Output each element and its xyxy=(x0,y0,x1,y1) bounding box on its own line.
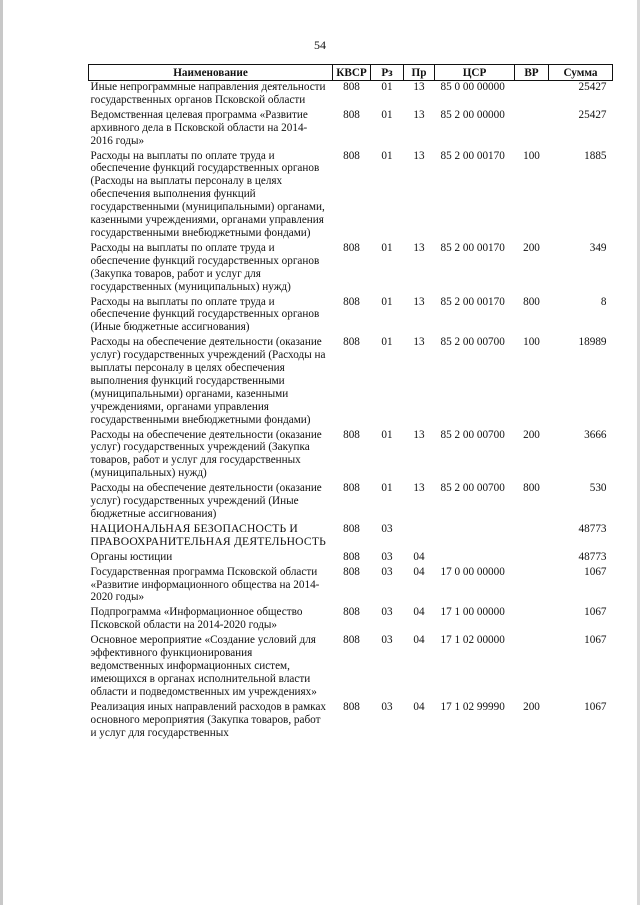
cell-rz: 01 xyxy=(381,428,393,441)
cell-sum: 530 xyxy=(589,482,607,495)
cell-name: Расходы на обеспечение деятельности (оказание услуг) государственных учреждений (Расходы на выплаты персоналу в целях обеспечения выполнения функций государственными (муниципальными) органами, казенными учреждениями, органами управления государственными внебюджетными фондами) xyxy=(90,336,326,426)
cell-rz: 01 xyxy=(381,482,393,495)
cell-name: Иные непрограммные направления деятельности государственных органов Псковской области xyxy=(90,81,326,106)
cell-csr: 85 2 00 00700 xyxy=(440,482,505,495)
cell-pr: 13 xyxy=(413,241,425,254)
cell-rz: 01 xyxy=(381,108,393,121)
cell-name: Расходы на выплаты по оплате труда и обеспечение функций государственных органов (Расходы на выплаты персоналу в целях обеспечения выполнения функций государственными (муниципальными) органами, казенными учреждениями, органами управления государственными внебюджетными фондами) xyxy=(90,149,325,239)
cell-rz: 03 xyxy=(381,565,393,578)
cell-vr: 200 xyxy=(523,428,540,441)
cell-kvsr: 808 xyxy=(343,81,360,93)
table-row xyxy=(89,242,613,296)
cell-pr: 04 xyxy=(413,550,425,563)
cell-name: Реализация иных направлений расходов в рамках основного мероприятия (Закупка товаров, работ и услуг для государственных xyxy=(90,700,327,739)
cell-rz: 01 xyxy=(381,295,393,308)
cell-sum: 1067 xyxy=(584,634,607,647)
cell-pr: 13 xyxy=(413,81,425,93)
header-kvsr: КВСР xyxy=(333,65,371,81)
cell-vr: 800 xyxy=(523,482,540,495)
cell-vr xyxy=(515,566,549,607)
cell-csr: 85 2 00 00170 xyxy=(440,149,505,162)
cell-pr: 04 xyxy=(413,565,425,578)
table-header-row xyxy=(89,65,613,81)
cell-rz: 03 xyxy=(381,522,393,535)
page-number: 54 xyxy=(314,38,326,52)
cell-pr: 13 xyxy=(413,295,425,308)
table-row xyxy=(89,566,613,607)
cell-name: Расходы на обеспечение деятельности (оказание услуг) государственных учреждений (Иные бюджетные ассигнования) xyxy=(90,482,322,520)
table-row xyxy=(89,551,613,566)
table-row xyxy=(89,701,613,742)
cell-name: Государственная программа Псковской области «Развитие информационного общества на 2014-2020 годы» xyxy=(90,565,320,604)
cell-pr: 04 xyxy=(413,634,425,647)
header-rz: Рз xyxy=(371,65,404,81)
cell-name: НАЦИОНАЛЬНАЯ БЕЗОПАСНОСТЬ И ПРАВООХРАНИТЕЛЬНАЯ ДЕЯТЕЛЬНОСТЬ xyxy=(90,521,326,548)
header-sum: Сумма xyxy=(549,65,613,81)
cell-rz: 01 xyxy=(381,149,393,162)
table-row xyxy=(89,81,613,109)
scan-edge-left xyxy=(0,0,3,905)
cell-rz: 01 xyxy=(381,241,393,254)
table-row xyxy=(89,150,613,242)
cell-rz: 03 xyxy=(381,700,393,713)
cell-vr xyxy=(515,81,549,109)
cell-csr: 17 1 02 00000 xyxy=(440,634,505,647)
cell-sum: 25427 xyxy=(578,81,607,93)
cell-csr xyxy=(435,551,515,566)
cell-pr: 13 xyxy=(413,108,425,121)
cell-csr: 17 1 02 99990 xyxy=(440,700,505,713)
cell-rz: 01 xyxy=(381,336,393,349)
cell-kvsr: 808 xyxy=(343,634,360,647)
cell-sum: 48773 xyxy=(578,550,607,563)
cell-rz: 01 xyxy=(381,81,393,93)
cell-rz: 03 xyxy=(381,550,393,563)
cell-vr: 200 xyxy=(523,241,540,254)
table-row xyxy=(89,296,613,337)
cell-name: Расходы на обеспечение деятельности (оказание услуг) государственных учреждений (Закупка товаров, работ и услуг для государственных (муниципальных) нужд) xyxy=(90,428,322,480)
cell-pr xyxy=(404,523,435,551)
cell-vr: 100 xyxy=(523,336,540,349)
cell-kvsr: 808 xyxy=(343,700,360,713)
cell-vr xyxy=(515,523,549,551)
cell-vr xyxy=(515,606,549,634)
cell-pr: 13 xyxy=(413,336,425,349)
table-row xyxy=(89,429,613,483)
cell-kvsr: 808 xyxy=(343,336,360,349)
cell-kvsr: 808 xyxy=(343,482,360,495)
cell-csr: 17 1 00 00000 xyxy=(440,606,505,619)
cell-pr: 04 xyxy=(413,606,425,619)
cell-csr xyxy=(435,523,515,551)
cell-vr: 200 xyxy=(523,700,540,713)
cell-pr: 13 xyxy=(413,428,425,441)
cell-kvsr: 808 xyxy=(343,428,360,441)
table-row xyxy=(89,606,613,634)
cell-kvsr: 808 xyxy=(343,606,360,619)
cell-csr: 85 2 00 00170 xyxy=(440,295,505,308)
cell-sum: 1067 xyxy=(584,606,607,619)
cell-kvsr: 808 xyxy=(343,149,360,162)
header-pr: Пр xyxy=(404,65,435,81)
table-row xyxy=(89,482,613,523)
cell-pr: 04 xyxy=(413,700,425,713)
table-row xyxy=(89,109,613,150)
cell-kvsr: 808 xyxy=(343,565,360,578)
cell-csr: 17 0 00 00000 xyxy=(440,565,505,578)
cell-kvsr: 808 xyxy=(343,295,360,308)
cell-kvsr: 808 xyxy=(343,550,360,563)
cell-vr xyxy=(515,109,549,150)
cell-sum: 25427 xyxy=(578,108,607,121)
cell-pr: 13 xyxy=(413,482,425,495)
cell-sum: 18989 xyxy=(578,336,607,349)
cell-kvsr: 808 xyxy=(343,522,360,535)
cell-sum: 1067 xyxy=(584,565,607,578)
cell-vr: 100 xyxy=(523,149,540,162)
cell-csr: 85 0 00 00000 xyxy=(440,81,505,93)
budget-table xyxy=(88,64,613,741)
header-name: Наименование xyxy=(89,65,333,81)
header-vr: ВР xyxy=(515,65,549,81)
cell-sum: 8 xyxy=(600,295,607,308)
cell-sum: 3666 xyxy=(584,428,607,441)
cell-name: Ведомственная целевая программа «Развитие архивного дела в Псковской области на 2014-2016 годы» xyxy=(90,108,308,147)
cell-rz: 03 xyxy=(381,634,393,647)
cell-kvsr: 808 xyxy=(343,241,360,254)
cell-csr: 85 2 00 00700 xyxy=(440,428,505,441)
cell-sum: 1067 xyxy=(584,700,607,713)
cell-sum: 48773 xyxy=(578,522,607,535)
cell-vr xyxy=(515,551,549,566)
cell-name: Расходы на выплаты по оплате труда и обеспечение функций государственных органов (Иные бюджетные ассигнования) xyxy=(90,295,320,334)
cell-sum: 349 xyxy=(589,241,607,254)
section-row xyxy=(89,523,613,551)
cell-vr xyxy=(515,634,549,701)
cell-csr: 85 2 00 00170 xyxy=(440,241,505,254)
cell-sum: 1885 xyxy=(584,149,607,162)
cell-pr: 13 xyxy=(413,149,425,162)
table-row xyxy=(89,634,613,701)
cell-name: Расходы на выплаты по оплате труда и обеспечение функций государственных органов (Закупка товаров, работ и услуг для государственных (муниципальных) нужд) xyxy=(90,241,320,293)
header-csr: ЦСР xyxy=(435,65,515,81)
table-row xyxy=(89,336,613,428)
cell-csr: 85 2 00 00000 xyxy=(440,108,505,121)
cell-name: Подпрограмма «Информационное общество Псковской области на 2014-2020 годы» xyxy=(90,606,303,632)
cell-csr: 85 2 00 00700 xyxy=(440,336,505,349)
cell-rz: 03 xyxy=(381,606,393,619)
table-body xyxy=(89,81,613,742)
cell-name: Основное мероприятие «Создание условий для эффективного функционирования ведомственных информационных систем, имеющихся в органах исполнительной власти области и подведомственных им учреждениях» xyxy=(90,634,317,698)
cell-vr: 800 xyxy=(523,295,540,308)
cell-name: Органы юстиции xyxy=(90,550,173,563)
cell-kvsr: 808 xyxy=(343,108,360,121)
